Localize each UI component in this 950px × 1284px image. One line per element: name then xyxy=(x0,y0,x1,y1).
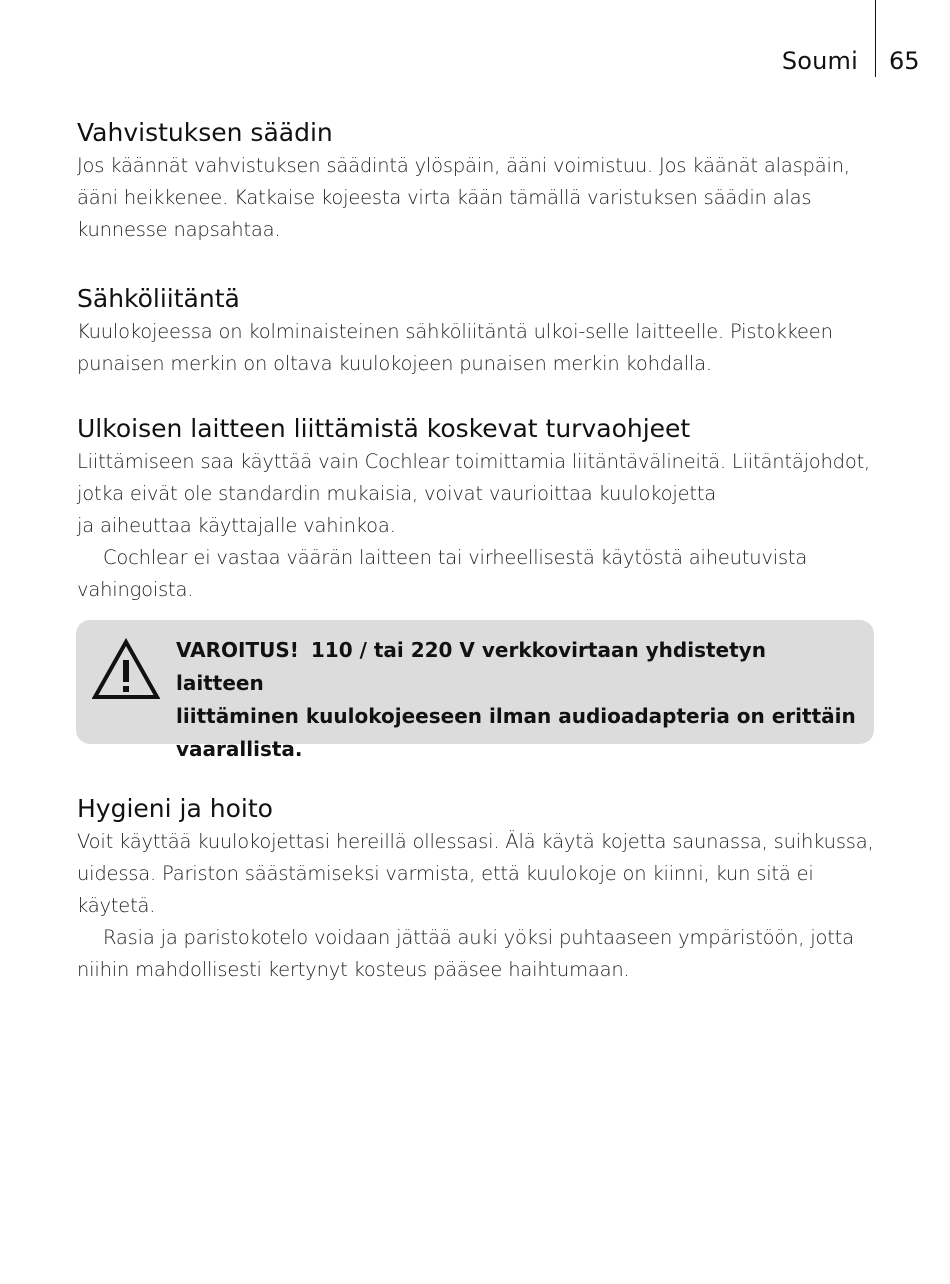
paragraph-line: uidessa. Pariston säästämiseksi varmista, että kuulokoje on kiinni, kun sitä ei xyxy=(77,862,814,885)
section-hygiene-care xyxy=(77,792,877,986)
paragraph-line: ja aiheuttaa käyttajalle vahinkoa. xyxy=(77,514,396,537)
warning-line: 110 / tai 220 V verkkovirtaan yhdistetyn laitteen xyxy=(176,638,766,695)
paragraph-line: Kuulokojeessa on kolminaisteinen sähköliitäntä ulkoi-selle laitteelle. Pistokkeen xyxy=(77,320,833,343)
section-heading: Hygieni ja hoito xyxy=(77,794,273,823)
page-header xyxy=(0,0,950,80)
paragraph-line: punaisen merkin on oltava kuulokojeen punaisen merkin kohdalla. xyxy=(77,352,712,375)
paragraph-line: jotka eivät ole standardin mukaisia, voivat vaurioittaa kuulokojetta xyxy=(77,482,717,505)
section-heading: Ulkoisen laitteen liittämistä koskevat turvaohjeet xyxy=(77,414,691,443)
warning-label: VAROITUS! xyxy=(176,638,299,662)
paragraph-line: käytetä. xyxy=(77,894,156,917)
paragraph-line: vahingoista. xyxy=(77,578,194,601)
paragraph-line: Voit käyttää kuulokojettasi hereillä ollessasi. Älä käytä kojetta saunassa, suihkussa, xyxy=(77,830,874,853)
section-gain-control xyxy=(77,116,877,246)
paragraph-line: Jos käännät vahvistuksen säädintä ylöspäin, ääni voimistuu. Jos käänät alaspäin, xyxy=(77,154,850,177)
header-divider xyxy=(875,0,876,77)
paragraph-line: Liittämiseen saa käyttää vain Cochlear toimittamia liitäntävälineitä. Liitäntäjohdot, xyxy=(77,450,871,473)
paragraph-line: Cochlear ei vastaa väärän laitteen tai virheellisestä käytöstä aiheutuvista xyxy=(103,546,808,569)
warning-line: vaarallista. xyxy=(176,737,303,761)
warning-line: liittäminen kuulokojeeseen ilman audioadapteria on erittäin xyxy=(176,704,856,728)
paragraph-line: ääni heikkenee. Katkaise kojeesta virta kään tämällä varistuksen säädin alas xyxy=(77,186,812,209)
section-heading: Sähköliitäntä xyxy=(77,284,240,313)
warning-box xyxy=(76,620,874,761)
language-label: Soumi xyxy=(781,47,858,75)
page-number: 65 xyxy=(889,47,920,75)
paragraph-line: kunnesse napsahtaa. xyxy=(77,218,281,241)
section-heading: Vahvistuksen säädin xyxy=(77,118,333,147)
section-electrical-connection xyxy=(77,282,877,380)
warning-text xyxy=(176,634,856,766)
paragraph-line: Rasia ja paristokotelo voidaan jättää auki yöksi puhtaaseen ympäristöön, jotta xyxy=(103,926,854,949)
warning-triangle-icon xyxy=(92,638,160,704)
paragraph-line: niihin mahdollisesti kertynyt kosteus pääsee haihtumaan. xyxy=(77,958,630,981)
section-safety-instructions xyxy=(77,412,877,606)
